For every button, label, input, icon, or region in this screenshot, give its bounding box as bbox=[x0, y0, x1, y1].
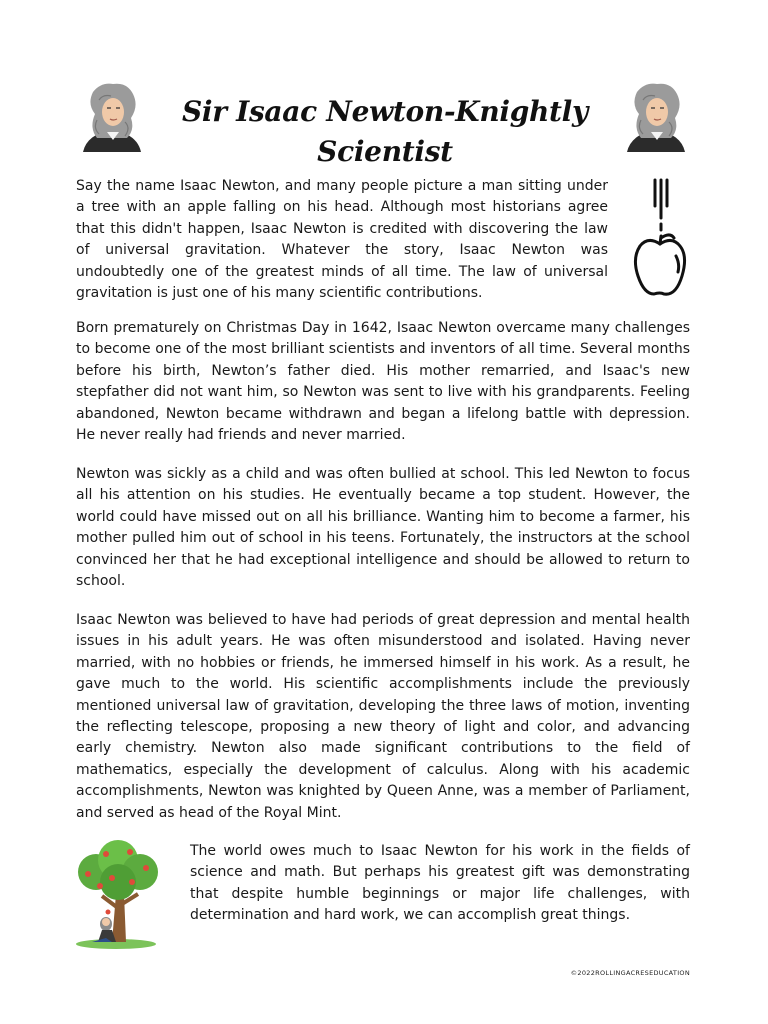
closing-paragraph: The world owes much to Isaac Newton for his work in the fields of science and math. But perhaps his greatest gift was demonstrating that despite humble beginnings or major life challenges, with determination and hard work, we can accomplish great things. bbox=[190, 843, 690, 924]
copyright-footer: ©2022ROLLINGACRESEDUCATION bbox=[570, 969, 690, 977]
page-title: Sir Isaac Newton-Knightly Scientist bbox=[181, 95, 588, 168]
childhood-paragraph: Newton was sickly as a child and was often bullied at school. This led Newton to focus all his attention on his studies. He eventually became a top student. However, the world could have missed out on all his brilliance. Wanting him to become a farmer, his mother pulled him out of school in his teens. Fortunately, the instructors at the school convinced her that he had exceptional intelligence and should be allowed to return to school. bbox=[76, 466, 690, 590]
accomplishments-paragraph: Isaac Newton was believed to have had periods of great depression and mental health issues in his adult years. He was often misunderstood and isolated. Having never married, with no hobbies or friends, he immersed himself in his work. As a result, he gave much to the world. His scientific accomplishments include the previously mentioned universal law of gravitation, developing the three laws of motion, inventing the reflecting telescope, proposing a new theory of light and color, and advancing early chemistry. Newton also made significant contributions to the field of mathematics, especially the development of calculus. Along with his academic accomplishments, Newton was knighted by Queen Anne, was a member of Parliament, and served as head of the Royal Mint. bbox=[76, 612, 690, 821]
falling-apple-icon bbox=[628, 176, 692, 300]
biography-paragraph: Born prematurely on Christmas Day in 1642, Isaac Newton overcame many challenges to become one of the most brilliant scientists and inventors of all time. Several months before his birth, Newton’s father died. His mother remarried, and Isaac's new stepfather did not want him, so Newton was sent to live with his grandparents. Feeling abandoned, Newton became withdrawn and began a lifelong battle with depression. He never really had friends and never married. bbox=[76, 320, 690, 444]
newton-portrait-icon bbox=[77, 80, 147, 154]
intro-paragraph: Say the name Isaac Newton, and many people picture a man sitting under a tree with an apple falling on his head. Although most historians agree that this didn't happen, Isaac Newton is credited with discovering the law of universal gravitation. Whatever the story, Isaac Newton was undoubtedly one of the greatest minds of all time. The law of universal gravitation is just one of his many scientific contributions. bbox=[76, 178, 608, 302]
newton-under-tree-illustration bbox=[72, 838, 162, 950]
newton-portrait-icon bbox=[621, 80, 691, 154]
